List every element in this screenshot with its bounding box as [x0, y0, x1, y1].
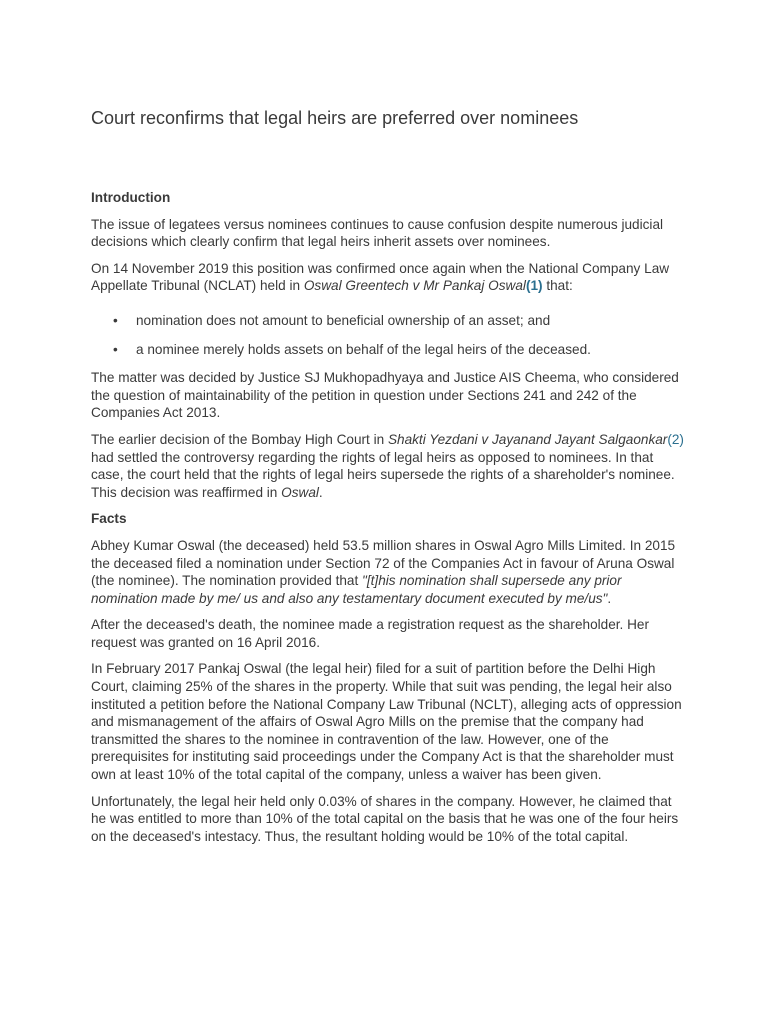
- intro-p4-middle: had settled the controversy regarding the rights of legal heirs as opposed to nominees. In that case, the court held that the rights of legal heirs supersede the rights of a shareholder's nominee. This decision was reaffirmed in: [91, 449, 675, 500]
- footnote-ref-2[interactable]: (2): [667, 431, 684, 447]
- intro-paragraph-1: The issue of legatees versus nominees continues to cause confusion despite numerous judicial decisions which clearly confirm that legal heirs inherit assets over nominees.: [91, 216, 664, 250]
- list-item: [113, 312, 687, 330]
- nomination-quote: "[t]his nomination shall supersede any prior nomination made by me/ us and also any testamentary document executed by me/us": [91, 573, 622, 606]
- intro-p2-tail: that:: [542, 278, 573, 294]
- list-item: [113, 341, 687, 359]
- intro-p4-text: The earlier decision of the Bombay High Court in: [91, 431, 388, 447]
- footnote-ref-1[interactable]: (1): [525, 278, 543, 294]
- facts-p1-text: Abhey Kumar Oswal (the deceased) held 53.5 million shares in Oswal Agro Mills Limited. In 2015 the deceased filed a nomination under Section 72 of the Companies Act in favour of Aruna Oswal (the nominee). The nomination provided that: [91, 537, 676, 589]
- facts-heading: Facts: [91, 511, 127, 527]
- intro-paragraph-2: [91, 260, 687, 295]
- facts-paragraph-2: After the deceased's death, the nominee made a registration request as the shareholder. Her request was granted on 16 April 2016.: [91, 617, 650, 650]
- intro-paragraph-3: The matter was decided by Justice SJ Mukhopadhyaya and Justice AIS Cheema, who considered the question of maintainability of the petition in question under Sections 241 and 242 of the Companies Act 2013.: [91, 370, 679, 421]
- facts-paragraph-3: In February 2017 Pankaj Oswal (the legal heir) filed for a suit of partition before the Delhi High Court, claiming 25% of the shares in the property. While that suit was pending, the legal heir also instituted a petition before the National Company Law Tribunal (NCLT), alleging acts of oppression and mismanagement of the affairs of Oswal Agro Mills on the premise that the company had transmitted the shares to the nominee in contravention of the law. However, one of the prerequisites for instituting said proceedings under the Company Act is that the shareholder must own at least 10% of the total capital of the company, unless a waiver has been given.: [91, 661, 682, 783]
- facts-paragraph-1: [91, 537, 687, 607]
- article-title: Court reconfirms that legal heirs are preferred over nominees: [91, 108, 579, 128]
- list-item-text: nomination does not amount to beneficial ownership of an asset; and: [136, 312, 551, 328]
- intro-p2-text: On 14 November 2019 this position was confirmed once again when the National Company Law Appellate Tribunal (NCLAT) held in: [91, 260, 670, 294]
- article-body: [91, 189, 687, 854]
- holding-list: [91, 312, 687, 358]
- facts-p1-end: .: [607, 590, 612, 606]
- facts-paragraph-4: Unfortunately, the legal heir held only 0.03% of shares in the company. However, he claimed that he was entitled to more than 10% of the total capital on the basis that he was one of the four heirs on the deceased's intestacy. Thus, the resultant holding would be 10% of the total capital.: [91, 793, 679, 844]
- bullet-icon: •: [113, 312, 118, 328]
- case-name-oswal: Oswal: [281, 484, 319, 500]
- introduction-heading: Introduction: [91, 190, 171, 205]
- bullet-icon: •: [113, 341, 118, 357]
- case-name-oswal-greentech: Oswal Greentech v Mr Pankaj Oswal: [303, 278, 526, 294]
- case-name-shakti-yezdani: Shakti Yezdani v Jayanand Jayant Salgaonkar: [387, 431, 668, 447]
- intro-paragraph-4: [91, 431, 687, 501]
- list-item-text: a nominee merely holds assets on behalf of the legal heirs of the deceased.: [136, 341, 591, 357]
- intro-p4-end: .: [318, 484, 323, 500]
